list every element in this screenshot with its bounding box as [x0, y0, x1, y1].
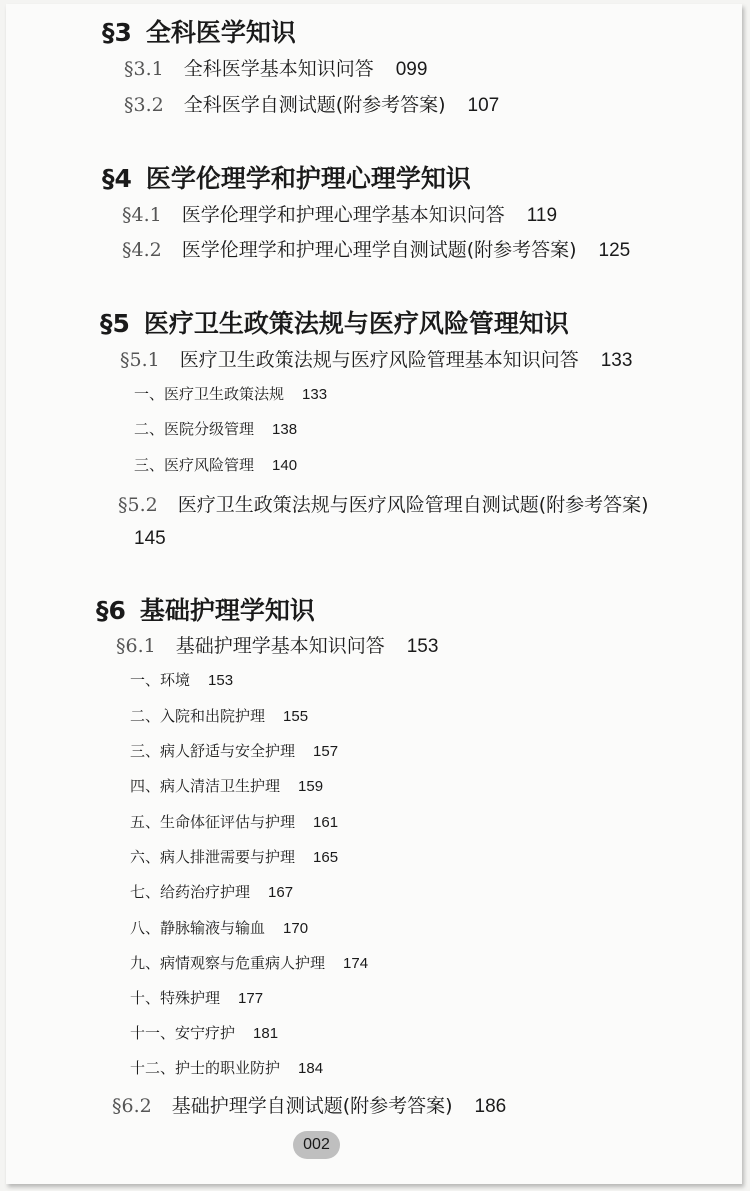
toc-entry[interactable]	[122, 200, 557, 227]
toc-entry[interactable]	[122, 235, 630, 262]
toc-entry[interactable]	[112, 1091, 506, 1118]
toc-subentry[interactable]	[134, 383, 327, 404]
page-ref: 174	[343, 955, 369, 972]
toc-entry[interactable]	[120, 345, 632, 372]
subentry-title: 一、环境	[130, 671, 191, 689]
subentry-title: 十、特殊护理	[130, 989, 221, 1007]
toc-subentry[interactable]	[130, 1022, 278, 1043]
subentry-title: 二、医院分级管理	[134, 420, 255, 438]
toc-entry[interactable]	[116, 631, 438, 658]
subentry-title: 十一、安宁疗护	[130, 1024, 236, 1042]
page-ref: 099	[395, 59, 428, 80]
page-ref: 170	[283, 920, 309, 937]
section-title: 医学伦理学和护理心理学自测试题(附参考答案)	[181, 239, 577, 261]
subentry-title: 三、医疗风险管理	[134, 456, 255, 474]
subentry-title: 四、病人清洁卫生护理	[130, 777, 281, 795]
chapter-heading	[96, 591, 315, 627]
subentry-title: 二、入院和出院护理	[130, 707, 266, 725]
page-ref: 145	[134, 528, 166, 549]
page-ref: 119	[526, 205, 558, 226]
section-number: §3.1	[124, 58, 164, 80]
subentry-title: 十二、护士的职业防护	[130, 1059, 281, 1077]
page-ref: 153	[406, 636, 439, 657]
chapter-heading	[100, 304, 569, 340]
toc-subentry[interactable]	[130, 881, 293, 902]
page-ref: 177	[238, 990, 264, 1007]
page-ref: 181	[253, 1025, 279, 1042]
section-title: 医疗卫生政策法规与医疗风险管理基本知识问答	[179, 349, 579, 371]
page-ref: 125	[598, 240, 631, 261]
page-number-badge: 002	[293, 1131, 340, 1159]
section-number: §4.1	[122, 204, 162, 226]
page-ref: 184	[298, 1060, 324, 1077]
chapter-title: 基础护理学知识	[139, 596, 315, 625]
toc-entry[interactable]	[118, 488, 730, 556]
subentry-title: 七、给药治疗护理	[130, 883, 251, 901]
page-ref: 153	[208, 672, 234, 689]
section-number: §3.2	[124, 94, 164, 116]
chapter-number: §6	[96, 596, 126, 625]
chapter-number: §5	[100, 309, 130, 338]
subentry-title: 九、病情观察与危重病人护理	[130, 954, 326, 972]
page-ref: 133	[600, 350, 633, 371]
toc-subentry[interactable]	[130, 775, 323, 796]
toc-entry[interactable]	[124, 54, 427, 81]
subentry-title: 五、生命体征评估与护理	[130, 813, 296, 831]
section-number: §6.2	[112, 1095, 152, 1117]
subentry-title: 八、静脉输液与输血	[130, 919, 266, 937]
section-title: 基础护理学基本知识问答	[175, 635, 385, 657]
toc-subentry[interactable]	[130, 669, 233, 690]
section-title: 基础护理学自测试题(附参考答案)	[171, 1095, 453, 1117]
toc-subentry[interactable]	[130, 740, 338, 761]
page-ref: 159	[298, 778, 324, 795]
page-ref: 186	[474, 1096, 507, 1117]
chapter-title: 医学伦理学和护理心理学知识	[145, 164, 471, 193]
toc-subentry[interactable]	[134, 418, 297, 439]
toc-subentry[interactable]	[130, 846, 338, 867]
toc-subentry[interactable]	[130, 917, 308, 938]
chapter-title: 医疗卫生政策法规与医疗风险管理知识	[143, 309, 569, 338]
section-title: 医疗卫生政策法规与医疗风险管理自测试题(附参考答案)	[177, 494, 649, 516]
section-number: §4.2	[122, 239, 162, 261]
page-ref: 138	[272, 421, 298, 438]
chapter-heading	[102, 13, 296, 49]
toc-subentry[interactable]	[130, 811, 338, 832]
toc-subentry[interactable]	[130, 987, 263, 1008]
page-ref: 133	[302, 386, 328, 403]
toc-subentry[interactable]	[130, 952, 368, 973]
toc-subentry[interactable]	[130, 705, 308, 726]
chapter-number: §4	[102, 164, 132, 193]
section-number: §5.1	[120, 349, 160, 371]
toc-page	[6, 4, 742, 1184]
toc-subentry[interactable]	[134, 454, 297, 475]
chapter-title: 全科医学知识	[145, 18, 296, 47]
toc-subentry[interactable]	[130, 1057, 323, 1078]
page-ref: 161	[313, 814, 339, 831]
section-title: 医学伦理学和护理心理学基本知识问答	[181, 204, 505, 226]
chapter-number: §3	[102, 18, 132, 47]
page-ref: 165	[313, 849, 339, 866]
page-ref: 107	[467, 95, 500, 116]
subentry-title: 一、医疗卫生政策法规	[134, 385, 285, 403]
subentry-title: 三、病人舒适与安全护理	[130, 742, 296, 760]
page-ref: 155	[283, 708, 309, 725]
page-ref: 140	[272, 457, 298, 474]
toc-entry[interactable]	[124, 90, 499, 117]
section-title: 全科医学基本知识问答	[183, 58, 374, 80]
section-number: §5.2	[118, 494, 158, 516]
chapter-heading	[102, 159, 471, 195]
section-number: §6.1	[116, 635, 156, 657]
subentry-title: 六、病人排泄需要与护理	[130, 848, 296, 866]
section-title: 全科医学自测试题(附参考答案)	[183, 94, 446, 116]
page-ref: 157	[313, 743, 339, 760]
page-ref: 167	[268, 884, 294, 901]
